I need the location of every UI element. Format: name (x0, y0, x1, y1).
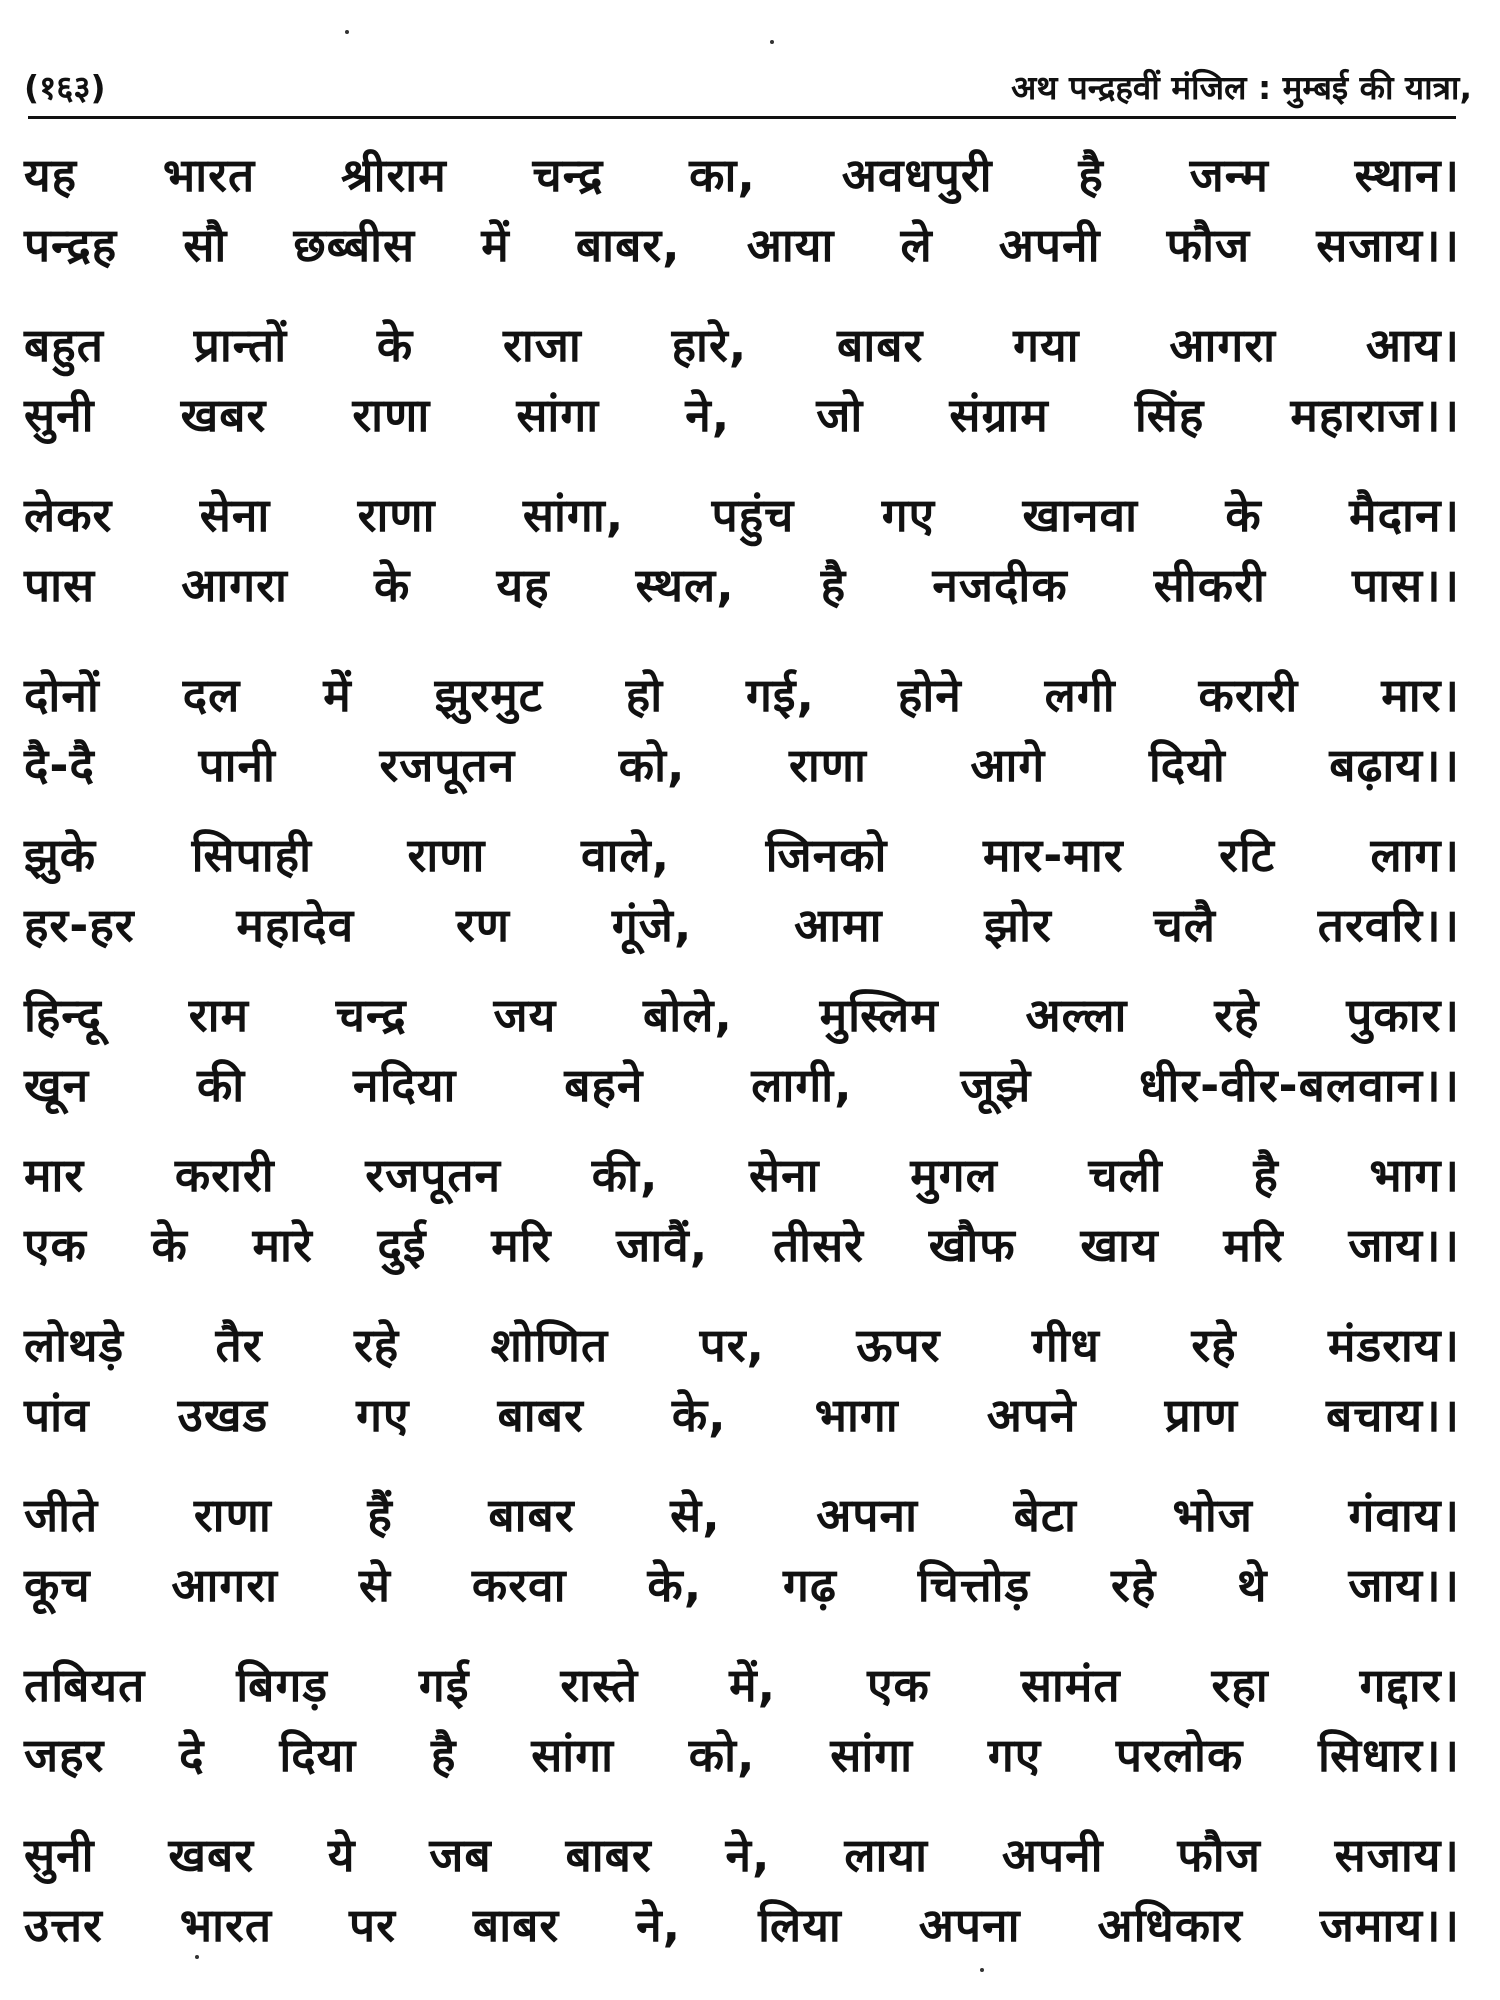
verse-word: गीध (1031, 1318, 1100, 1372)
verse-word: परलोक (1115, 1728, 1244, 1782)
verse-word: में (481, 218, 510, 272)
verse-word: सजाय।। (1316, 218, 1460, 272)
verse-word: पुकार। (1346, 988, 1460, 1042)
verse-word: जन्म (1189, 148, 1269, 202)
verse-word: बाबर (565, 1828, 652, 1882)
verse-word: सजाय। (1334, 1828, 1460, 1882)
verse-word: दे (179, 1728, 205, 1782)
verse-word: जय (493, 988, 557, 1042)
verse-word: दल (182, 668, 241, 722)
verse-word: फौज (1166, 218, 1251, 272)
verse-word: पहुंच (711, 488, 795, 542)
verse-word: सौ (183, 218, 228, 272)
verse-word: करारी (174, 1148, 275, 1202)
verse-word: प्राण (1164, 1388, 1238, 1442)
verse-word: रजपूतन (379, 738, 516, 792)
verse-word: जाय।। (1348, 1218, 1460, 1272)
verse-line (24, 1140, 1460, 1210)
verse-word: बढ़ाय।। (1329, 738, 1460, 792)
verse-word: में (323, 668, 352, 722)
verse-word: झोर (984, 898, 1052, 952)
verse-line (24, 730, 1460, 800)
verse-word: भागा (814, 1388, 899, 1442)
verse-word: अपनी (998, 218, 1101, 272)
verse-word: हर-हर (24, 898, 135, 952)
verse-word: राजा (503, 318, 582, 372)
verse-word: रास्ते (560, 1658, 639, 1712)
verse-word: गए (987, 1728, 1042, 1782)
verse-word: ये (327, 1828, 356, 1882)
verse-word: खबर (168, 1828, 255, 1882)
verse-word: बहने (564, 1058, 644, 1112)
verse-word: पास (24, 558, 96, 612)
verse-word: सुनी (24, 388, 95, 442)
verse-word: झुरमुट (434, 668, 543, 722)
verse-line (24, 820, 1460, 890)
verse-word: ने, (725, 1828, 771, 1882)
verse-word: उत्तर (24, 1898, 103, 1952)
verse-word: पन्द्रह (24, 218, 118, 272)
verse-word: हारे, (671, 318, 748, 372)
verse-line (24, 1210, 1460, 1280)
verse-word: है (431, 1728, 457, 1782)
verse-line (24, 380, 1460, 450)
verse-word: वाले, (580, 828, 671, 882)
verse-word: मैदान। (1349, 488, 1460, 542)
verse-word: अल्ला (1025, 988, 1128, 1042)
verse-word: का, (689, 148, 756, 202)
verse-word: सेना (749, 1148, 820, 1202)
verse-word: के (151, 1218, 188, 1272)
verse-word: अधिकार (1097, 1898, 1243, 1952)
verse-word: सांगा (516, 388, 600, 442)
verse-word: खबर (180, 388, 267, 442)
verse-line (24, 210, 1460, 280)
verse-word: आया (746, 218, 835, 272)
verse-word: दिया (279, 1728, 357, 1782)
verse-word: लागी, (751, 1058, 853, 1112)
verse-word: तरवरि।। (1317, 898, 1460, 952)
verse-word: खानवा (1022, 488, 1139, 542)
verse-word: रजपूतन (365, 1148, 502, 1202)
verse-word: है (820, 558, 847, 612)
verse-word: जावैं, (616, 1218, 709, 1272)
verse-word: भोज (1172, 1488, 1253, 1542)
scan-speck (345, 30, 349, 34)
verse-word: के (1225, 488, 1262, 542)
header-divider (28, 116, 1456, 119)
verse-line (24, 980, 1460, 1050)
verse-word: कूच (24, 1558, 91, 1612)
verse-word: मारे (252, 1218, 313, 1272)
verse-line (24, 1310, 1460, 1380)
verse-word: ने, (636, 1898, 682, 1952)
verse-word: बाबर, (575, 218, 681, 272)
verse-word: रटि (1219, 828, 1275, 882)
verse-word: संग्राम (949, 388, 1049, 442)
verse-word: राम (188, 988, 250, 1042)
verse-line (24, 480, 1460, 550)
verse-word: तीसरे (772, 1218, 864, 1272)
verse-word: चलै (1153, 898, 1216, 952)
verse-word: के, (647, 1558, 703, 1612)
page-number: (१६३) (24, 68, 106, 107)
verse-word: को, (688, 1728, 756, 1782)
verse-word: बेटा (1013, 1488, 1077, 1542)
verse-word: सांगा (531, 1728, 615, 1782)
verse-word: धीर-वीर-बलवान।। (1139, 1058, 1460, 1112)
verse-word: सामंत (1020, 1658, 1121, 1712)
verse-word: चन्द्र (335, 988, 407, 1042)
verse-word: मंडराय। (1327, 1318, 1460, 1372)
verse-word: लोथड़े (24, 1318, 125, 1372)
verse-word: शोणित (490, 1318, 609, 1372)
verse-line (24, 1890, 1460, 1960)
verse-word: लेकर (24, 488, 113, 542)
verse-word: गंवाय। (1348, 1488, 1460, 1542)
verse-word: श्रीराम (341, 148, 447, 202)
verse-word: जमाय।। (1319, 1898, 1460, 1952)
verse-word: बिगड़ (236, 1658, 328, 1712)
verse-word: गया (1013, 318, 1080, 372)
verse-word: अवधपुरी (841, 148, 993, 202)
verse-word: ले (900, 218, 933, 272)
verse-word: रहे (1191, 1318, 1237, 1372)
verse-word: पास।। (1351, 558, 1460, 612)
verse-word: रहे (1214, 988, 1260, 1042)
verse-word: आगरा (171, 1558, 279, 1612)
verse-word: मुस्लिम (819, 988, 939, 1042)
verse-word: नदिया (352, 1058, 457, 1112)
verse-word: सेना (199, 488, 271, 542)
verse-word: आगरा (181, 558, 288, 612)
verse-word: यह (24, 148, 78, 202)
verse-word: है (1253, 1148, 1279, 1202)
verse-word: सीकरी (1153, 558, 1266, 612)
verse-word: सांगा, (522, 488, 625, 542)
verse-word: एक (24, 1218, 87, 1272)
verse-word: जहर (24, 1728, 105, 1782)
verse-line (24, 1720, 1460, 1790)
verse-word: बाबर (472, 1898, 560, 1952)
verse-word: मार-मार (982, 828, 1124, 882)
verse-word: भारत (162, 148, 256, 202)
verse-word: रण (455, 898, 511, 952)
verse-word: सिधार।। (1318, 1728, 1460, 1782)
verse-word: गई, (746, 668, 815, 722)
verse-word: की (196, 1058, 246, 1112)
verse-word: में, (729, 1658, 777, 1712)
verse-word: हिन्दू (24, 988, 102, 1042)
verse-word: आय। (1365, 318, 1460, 372)
verse-word: जीते (24, 1488, 99, 1542)
verse-line (24, 1380, 1460, 1450)
verse-word: लगी (1044, 668, 1116, 722)
verse-word: रहा (1211, 1658, 1269, 1712)
verse-word: राणा (352, 388, 431, 442)
verse-word: एक (867, 1658, 930, 1712)
verse-word: चित्तोड़ (917, 1558, 1031, 1612)
verse-word: जिनको (765, 828, 888, 882)
verse-word: राणा (789, 738, 867, 792)
verse-word: तैर (215, 1318, 263, 1372)
verse-word: प्रान्तों (193, 318, 288, 372)
verse-word: आगे (970, 738, 1046, 792)
verse-line (24, 890, 1460, 960)
verse-word: मरि (491, 1218, 552, 1272)
verse-word: आगरा (1169, 318, 1277, 372)
verse-line (24, 550, 1460, 620)
verse-word: आमा (794, 898, 883, 952)
verse-word: गद्दार। (1359, 1658, 1460, 1712)
verse-word: फौज (1177, 1828, 1261, 1882)
verse-word: बाबर (837, 318, 924, 372)
verse-word: महादेव (236, 898, 355, 952)
verse-word: चन्द्र (532, 148, 604, 202)
verse-word: नजदीक (932, 558, 1068, 612)
verse-word: हो (625, 668, 664, 722)
verse-word: हैं (367, 1488, 393, 1542)
verse-word: मरि (1223, 1218, 1284, 1272)
verse-word: गए (356, 1388, 410, 1442)
verse-word: खाय (1080, 1218, 1159, 1272)
verse-word: स्थान। (1354, 148, 1460, 202)
verse-line (24, 1480, 1460, 1550)
verse-word: जाय।। (1348, 1558, 1460, 1612)
verse-word: के (374, 558, 411, 612)
verse-line (24, 1550, 1460, 1620)
verse-word: सांगा (830, 1728, 914, 1782)
verse-word: उखड (177, 1388, 269, 1442)
verse-word: को, (618, 738, 686, 792)
verse-word: छब्बीस (293, 218, 416, 272)
verse-word: तबियत (24, 1658, 146, 1712)
verse-word: गूंजे, (611, 898, 693, 952)
verse-word: अपना (918, 1898, 1021, 1952)
verse-word: गई (418, 1658, 470, 1712)
verse-word: मुगल (910, 1148, 998, 1202)
verse-word: दोनों (24, 668, 100, 722)
verse-word: है (1078, 148, 1104, 202)
verse-word: के, (671, 1388, 727, 1442)
verse-word: पानी (198, 738, 276, 792)
verse-word: राणा (407, 828, 486, 882)
verse-word: करवा (471, 1558, 567, 1612)
verse-word: मार (24, 1148, 85, 1202)
verse-word: बोले, (643, 988, 733, 1042)
verse-word: बाबर (497, 1388, 584, 1442)
verse-word: गढ़ (783, 1558, 837, 1612)
verse-word: दियो (1148, 738, 1226, 792)
verse-line (24, 140, 1460, 210)
verse-word: अपने (986, 1388, 1077, 1442)
verse-word: रहे (353, 1318, 400, 1372)
verse-line (24, 660, 1460, 730)
scan-speck (195, 1955, 199, 1959)
verse-word: गए (881, 488, 936, 542)
verse-word: चली (1088, 1148, 1163, 1202)
verse-word: भाग। (1369, 1148, 1460, 1202)
verse-word: ने, (685, 388, 731, 442)
verse-word: अपनी (1001, 1828, 1104, 1882)
verse-word: राणा (357, 488, 436, 542)
verse-line (24, 1050, 1460, 1120)
verse-line (24, 1820, 1460, 1890)
verse-word: भारत (179, 1898, 273, 1952)
verse-word: पर (349, 1898, 396, 1952)
verse-word: सिंह (1134, 388, 1205, 442)
verse-word: जूझे (960, 1058, 1032, 1112)
verse-word: करारी (1198, 668, 1299, 722)
verse-word: राणा (193, 1488, 272, 1542)
verse-word: होने (897, 668, 962, 722)
verse-word: पर, (699, 1318, 765, 1372)
verse-word: महाराज।। (1290, 388, 1460, 442)
verse-word: झुके (24, 828, 97, 882)
verse-word: यह (496, 558, 550, 612)
verse-word: बचाय।। (1326, 1388, 1460, 1442)
verse-word: मार। (1381, 668, 1460, 722)
verse-word: खौफ (928, 1218, 1016, 1272)
verse-word: से (358, 1558, 392, 1612)
verse-word: अपना (816, 1488, 918, 1542)
verse-word: बहुत (24, 318, 104, 372)
verse-word: दुई (377, 1218, 427, 1272)
verse-word: थे (1237, 1558, 1268, 1612)
verse-line (24, 310, 1460, 380)
verse-word: की, (591, 1148, 659, 1202)
verse-word: खून (24, 1058, 90, 1112)
verse-word: पांव (24, 1388, 90, 1442)
verse-word: के (376, 318, 414, 372)
verse-word: लाया (844, 1828, 929, 1882)
verse-word: से, (670, 1488, 721, 1542)
running-title: अथ पन्द्रहवीं मंजिल : मुम्बई की यात्रा, (1011, 68, 1472, 107)
scan-speck (980, 1968, 984, 1972)
verse-word: सिपाही (191, 828, 313, 882)
verse-word: ऊपर (856, 1318, 941, 1372)
verse-word: स्थल, (635, 558, 735, 612)
verse-word: बाबर (488, 1488, 575, 1542)
verse-word: लिया (758, 1898, 842, 1952)
verse-word: सुनी (24, 1828, 95, 1882)
verse-word: जब (429, 1828, 492, 1882)
verse-word: दै-दै (24, 738, 95, 792)
verse-word: जो (816, 388, 864, 442)
scan-speck (770, 40, 774, 44)
verse-word: रहे (1111, 1558, 1157, 1612)
verse-line (24, 1650, 1460, 1720)
page-header (24, 52, 1472, 112)
verse-word: लाग। (1370, 828, 1460, 882)
